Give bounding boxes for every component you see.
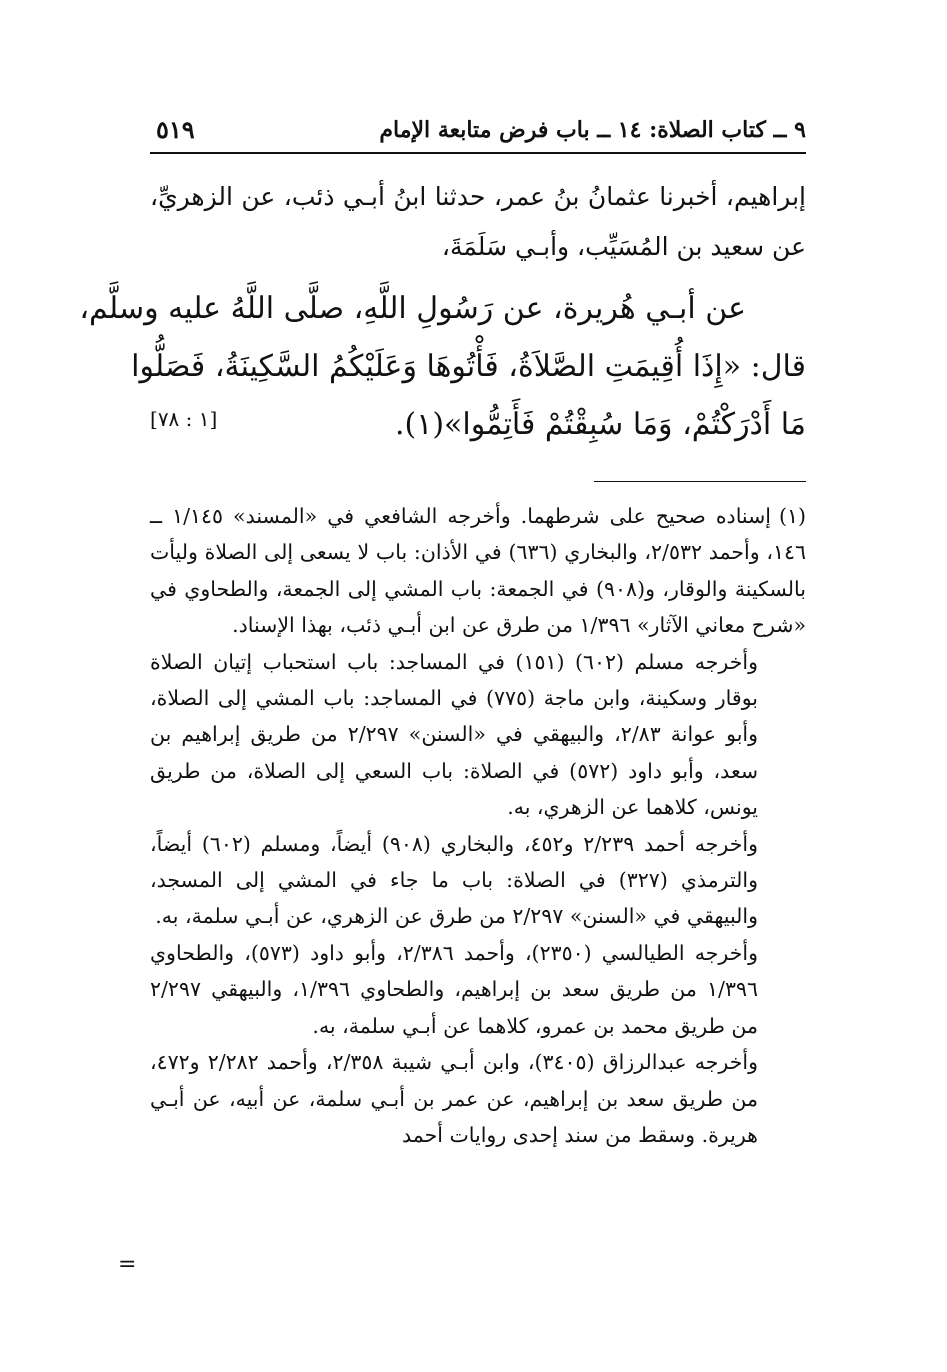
- footnotes-section: [150, 498, 806, 1153]
- hadith-reference: [١ : ٧٨]: [150, 407, 218, 431]
- footnote-text-1: إسناده صحيح على شرطهما. وأخرجه الشافعي في «المسند» ١/١٤٥ ــ ١٤٦، وأحمد ٢/٥٣٢، والبخاري (٦٣٦) في الأذان: باب لا يسعى إلى الصلاة وليأت بالسكينة والوقار، و(٩٠٨) في الجمعة: باب المشي إلى الجمعة، والطحاوي في «شرح معاني الآثار» ١/٣٩٦ من طرق عن ابن أبـي ذئب، بهذا الإسناد.: [150, 504, 806, 638]
- chapter-title: ٩ ــ كتاب الصلاة: ١٤ ــ باب فرض متابعة الإمام: [379, 117, 806, 143]
- continuation-mark: =: [118, 1252, 137, 1277]
- footnote-paragraph-3: وأخرجه أحمد ٢/٢٣٩ و٤٥٢، والبخاري (٩٠٨) أيضاً، ومسلم (٦٠٢) أيضاً، والترمذي (٣٢٧) في الصلاة: باب ما جاء في المشي إلى المسجد، والبيهقي في «السنن» ٢/٢٩٧ من طرق عن الزهري، عن أبـي سلمة، به.: [150, 831, 758, 929]
- isnad-text: إبراهيم، أخبرنا عثمانُ بنُ عمر، حدثنا ابنُ أبـي ذئب، عن الزهريِّ، عن سعيد بن المُسَيِّب، وأبـي سَلَمَةَ،: [150, 182, 806, 261]
- running-header: [150, 112, 806, 148]
- footnote-paragraph-1: [150, 498, 806, 644]
- isnad-paragraph: [150, 172, 806, 272]
- header-divider: [150, 152, 806, 154]
- footnote-paragraph-4: وأخرجه الطيالسي (٢٣٥٠)، وأحمد ٢/٣٨٦، وأبو داود (٥٧٣)، والطحاوي ١/٣٩٦ من طريق سعد بن إبراهيم، والطحاوي ١/٣٩٦، والبيهقي ٢/٢٩٧ من طريق محمد بن عمرو، كلاهما عن أبـي سلمة، به.: [150, 940, 758, 1038]
- matn-line-3: [150, 396, 806, 454]
- footnote-marker: (١): [779, 504, 807, 528]
- page-number: ٥١٩: [156, 115, 195, 144]
- footnote-divider: [594, 481, 806, 482]
- matn-line-3-text: مَا أَدْرَكْتُمْ، وَمَا سُبِقْتُمْ فَأَتِمُّوا»(١).: [394, 407, 806, 442]
- footnote-paragraph-5: وأخرجه عبدالرزاق (٣٤٠٥)، وابن أبـي شيبة ٢/٣٥٨، وأحمد ٢/٢٨٢ و٤٧٢، من طريق سعد بن إبراهيم، عن عمر بن أبـي سلمة، عن أبيه، عن أبـي هريرة. وسقط من سند إحدى روايات أحمد: [150, 1050, 759, 1147]
- matn-line-2: قال: «إِذَا أُقِيمَتِ الصَّلاَةُ، فَأْتُوهَا وَعَلَيْكُمُ السَّكِينَةُ، فَصَلُّوا: [131, 349, 806, 384]
- footnote-paragraph-2: وأخرجه مسلم (٦٠٢) (١٥١) في المساجد: باب استحباب إتيان الصلاة بوقار وسكينة، وابن ماجة (٧٧٥) في المساجد: باب المشي إلى الصلاة، وأبو عوانة ٢/٨٣، والبيهقي في «السنن» ٢/٢٩٧ من طريق إبراهيم بن سعد، وأبو داود (٥٧٢) في الصلاة: باب السعي إلى الصلاة، من طريق يونس، كلاهما عن الزهري، به.: [150, 649, 759, 820]
- matn-line-1: عن أبـي هُريرة، عن رَسُولِ اللَّهِ، صلَّى اللَّهُ عليه وسلَّم،: [79, 291, 746, 326]
- hadith-text: [79, 280, 806, 454]
